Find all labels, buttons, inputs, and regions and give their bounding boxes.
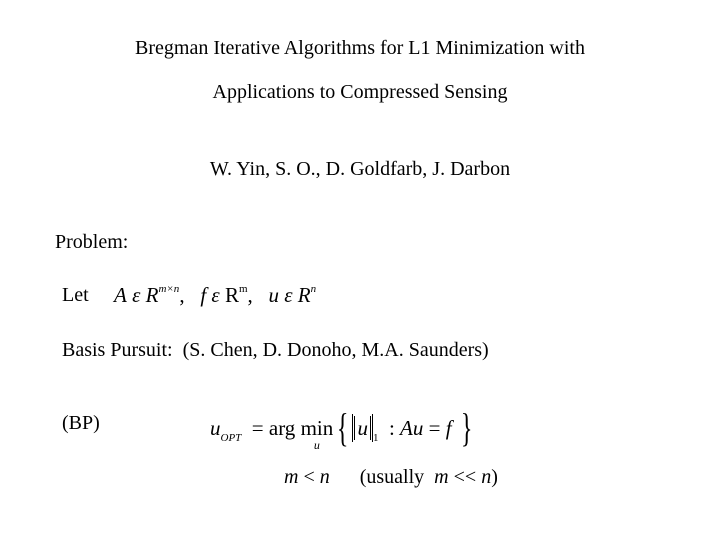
let-label: Let [62,284,89,306]
colon: : [388,416,395,440]
left-brace: { [337,405,349,450]
right-brace: } [460,405,473,450]
dimension-sup: m [238,283,248,295]
var-u-opt: u [210,416,221,440]
title-line-2: Applications to Compressed Sensing [212,81,508,103]
authors: W. Yin, S. O., D. Goldfarb, J. Darbon [209,158,511,180]
dimension-sup: n [310,283,317,295]
equals-sign-2: = [428,416,441,440]
equals-sign: = [251,416,264,440]
var-n-2: n [481,466,492,488]
var-A: A [114,283,127,307]
norm-var: u [357,416,368,440]
min-text: min [300,416,334,440]
arg-text: arg [268,416,296,440]
bp-label: (BP) [62,412,100,434]
var-Au: Au [400,416,424,440]
min-operator [300,416,334,452]
var-m-2: m [434,466,449,488]
problem-heading: Problem: [55,231,129,253]
var-f-rhs: f [445,416,452,440]
var-n: n [319,466,330,488]
var-m: m [284,466,299,488]
less-than: < [303,466,315,488]
epsilon-symbol: ε [284,283,293,307]
title-line-1: Bregman Iterative Algorithms for L1 Minimization with [135,37,585,59]
set-R: R [297,283,311,307]
bp-formula [210,402,476,452]
epsilon-symbol: ε [211,283,220,307]
var-u: u [268,283,280,307]
min-subscript: u [313,438,320,452]
comma: , [179,283,185,307]
l1-norm [352,414,373,442]
close-paren: ) [491,466,498,488]
set-R: R [145,283,159,307]
var-f: f [200,283,207,307]
condition-line [284,466,498,489]
norm-subscript: 1 [372,432,379,444]
comma: , [247,283,253,307]
usually-text: (usually [359,466,425,488]
much-less-than: << [453,466,477,488]
let-expression [114,283,316,308]
set-R: R [224,283,239,307]
epsilon-symbol: ε [132,283,141,307]
dimension-sup: m×n [158,283,180,295]
basis-pursuit-line: Basis Pursuit: (S. Chen, D. Donoho, M.A. Saunders) [62,339,489,361]
opt-subscript: OPT [220,432,242,444]
